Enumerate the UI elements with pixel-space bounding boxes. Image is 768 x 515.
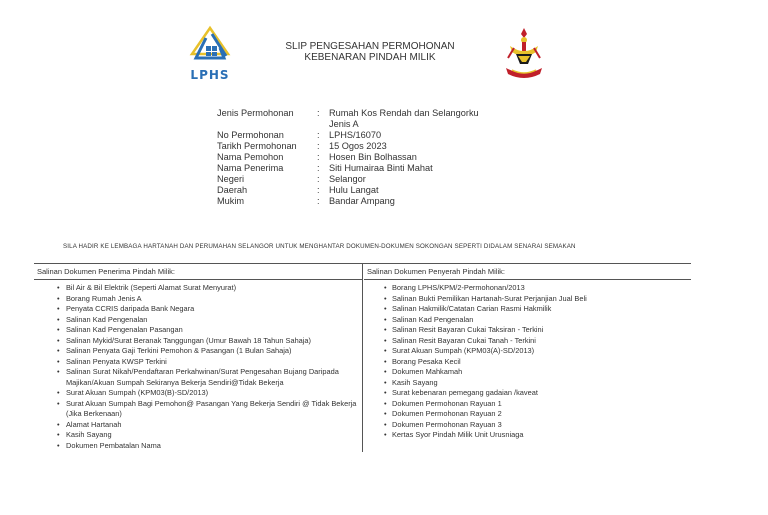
giver-document-list bbox=[364, 280, 691, 441]
bullet-icon: • bbox=[57, 293, 60, 303]
list-item bbox=[364, 336, 691, 347]
list-item-text: Salinan Hakmilik/Catatan Carian Rasmi Hakmilik bbox=[392, 304, 552, 313]
list-item-text: Salinan Resit Bayaran Cukai Taksiran - Terkini bbox=[392, 325, 544, 334]
list-item-text: Salinan Penyata KWSP Terkini bbox=[66, 356, 167, 366]
detail-value: 15 Ogos 2023 bbox=[329, 141, 387, 151]
list-item-text: Salinan Kad Pengenalan Pasangan bbox=[66, 325, 183, 334]
bullet-icon: • bbox=[384, 293, 387, 303]
list-item-text: Penyata CCRIS daripada Bank Negara bbox=[66, 304, 195, 313]
detail-label: Negeri bbox=[217, 174, 245, 184]
list-item bbox=[34, 430, 362, 441]
lphs-house-icon bbox=[186, 24, 234, 70]
list-item bbox=[364, 325, 691, 336]
list-item-text: Kertas Syor Pindah Milik Unit Urusniaga bbox=[392, 430, 524, 439]
detail-label: Daerah bbox=[217, 185, 248, 195]
list-item-text: Surat kebenaran pemegang gadaian /kaveat bbox=[392, 388, 538, 397]
bullet-icon: • bbox=[384, 304, 387, 313]
bullet-icon: • bbox=[57, 419, 60, 429]
list-item bbox=[34, 336, 362, 347]
title-line-2: KEBENARAN PINDAH MILIK bbox=[304, 52, 436, 63]
detail-value: Siti Humairaa Binti Mahat bbox=[329, 163, 433, 173]
list-item-text: Kasih Sayang bbox=[66, 430, 112, 439]
list-item bbox=[34, 388, 362, 399]
detail-separator: : bbox=[317, 108, 320, 118]
bullet-icon: • bbox=[384, 314, 387, 324]
detail-value: Hosen Bin Bolhassan bbox=[329, 152, 417, 162]
list-item-text: Dokumen Permohonan Rayuan 2 bbox=[392, 409, 502, 418]
detail-value: LPHS/16070 bbox=[329, 130, 382, 140]
list-item-text: Surat Akuan Sumpah (KPM03(B)-SD/2013) bbox=[66, 388, 209, 397]
list-item-text: Salinan Resit Bayaran Cukai Tanah - Terkini bbox=[392, 335, 536, 345]
detail-separator: : bbox=[317, 163, 320, 173]
list-item bbox=[364, 378, 691, 389]
list-item bbox=[364, 420, 691, 431]
list-item bbox=[34, 325, 362, 336]
list-item-text: Dokumen Permohonan Rayuan 3 bbox=[392, 419, 502, 429]
receiver-document-list bbox=[34, 280, 362, 451]
bullet-icon: • bbox=[384, 367, 387, 376]
detail-separator: : bbox=[317, 185, 320, 195]
selangor-crest-icon bbox=[500, 26, 548, 82]
bullet-icon: • bbox=[384, 398, 387, 408]
bullet-icon: • bbox=[384, 419, 387, 429]
list-item bbox=[34, 420, 362, 431]
bullet-icon: • bbox=[384, 430, 387, 439]
detail-separator: : bbox=[317, 152, 320, 162]
list-item-text: Salinan Kad Pengenalan bbox=[392, 314, 474, 324]
bullet-icon: • bbox=[57, 440, 60, 450]
list-item-text: Dokumen Permohonan Rayuan 1 bbox=[392, 398, 502, 408]
list-item bbox=[34, 357, 362, 368]
list-item bbox=[34, 441, 362, 452]
bullet-icon: • bbox=[57, 367, 60, 376]
list-item bbox=[34, 294, 362, 305]
bullet-icon: • bbox=[57, 398, 60, 408]
list-item bbox=[34, 367, 362, 388]
detail-row bbox=[217, 196, 499, 207]
list-item bbox=[364, 294, 691, 305]
list-item bbox=[34, 304, 362, 315]
list-item bbox=[34, 315, 362, 326]
detail-label: Tarikh Permohonan bbox=[217, 141, 297, 151]
bullet-icon: • bbox=[57, 325, 60, 334]
list-item-text: Surat Akuan Sumpah (KPM03(A)-SD/2013) bbox=[392, 346, 535, 355]
detail-value: Selangor bbox=[329, 174, 366, 184]
bullet-icon: • bbox=[57, 346, 60, 355]
detail-value: Hulu Langat bbox=[329, 185, 379, 195]
list-item-text: Salinan Mykid/Surat Beranak Tanggungan (Umur Bawah 18 Tahun Sahaja) bbox=[66, 335, 312, 345]
list-item-text: Salinan Surat Nikah/Pendaftaran Perkahwinan/Surat Pengesahan Bujang Daripada Majikan/Akuan Sumpah Sekiranya Bekerja Sendiri@Tidak Bekerja bbox=[66, 367, 339, 387]
detail-separator: : bbox=[317, 130, 320, 140]
bullet-icon: • bbox=[384, 335, 387, 345]
detail-label: Mukim bbox=[217, 196, 245, 206]
bullet-icon: • bbox=[384, 356, 387, 366]
list-item bbox=[364, 409, 691, 420]
bullet-icon: • bbox=[57, 388, 60, 397]
bullet-icon: • bbox=[384, 283, 387, 292]
list-item-text: Surat Akuan Sumpah Bagi Pemohon@ Pasangan Yang Bekerja Sendiri @ Tidak Bekerja (Jika Berkenaan) bbox=[66, 398, 357, 418]
list-item bbox=[364, 315, 691, 326]
receiver-documents-column bbox=[34, 264, 363, 452]
detail-label: Nama Penerima bbox=[217, 163, 284, 173]
list-item bbox=[364, 346, 691, 357]
list-item bbox=[364, 367, 691, 378]
detail-label: Jenis Permohonan bbox=[217, 108, 294, 118]
list-item bbox=[364, 283, 691, 294]
lphs-logo bbox=[186, 24, 234, 82]
detail-row bbox=[217, 163, 499, 174]
column-header: Salinan Dokumen Penyerah Pindah Milik: bbox=[364, 264, 691, 280]
list-item-text: Borang LPHS/KPM/2-Permohonan/2013 bbox=[392, 283, 525, 292]
list-item bbox=[34, 399, 362, 420]
detail-label: No Permohonan bbox=[217, 130, 284, 140]
list-item bbox=[364, 304, 691, 315]
detail-row bbox=[217, 152, 499, 163]
bullet-icon: • bbox=[57, 356, 60, 366]
list-item-text: Salinan Kad Pengenalan bbox=[66, 314, 148, 324]
detail-row bbox=[217, 185, 499, 196]
bullet-icon: • bbox=[57, 335, 60, 345]
list-item-text: Alamat Hartanah bbox=[66, 419, 122, 429]
application-details bbox=[217, 108, 499, 207]
detail-value: Bandar Ampang bbox=[329, 196, 395, 206]
list-item-text: Salinan Penyata Gaji Terkini Pemohon & Pasangan (1 Bulan Sahaja) bbox=[66, 346, 292, 355]
detail-row bbox=[217, 174, 499, 185]
detail-separator: : bbox=[317, 196, 320, 206]
list-item-text: Kasih Sayang bbox=[392, 377, 438, 387]
detail-row bbox=[217, 141, 499, 152]
list-item bbox=[364, 357, 691, 368]
list-item bbox=[364, 399, 691, 410]
bullet-icon: • bbox=[57, 314, 60, 324]
bullet-icon: • bbox=[57, 430, 60, 439]
detail-value: Rumah Kos Rendah dan Selangorku Jenis A bbox=[329, 108, 479, 129]
detail-separator: : bbox=[317, 174, 320, 184]
document-checklist bbox=[34, 263, 691, 451]
bullet-icon: • bbox=[57, 304, 60, 313]
list-item bbox=[34, 346, 362, 357]
list-item-text: Bil Air & Bil Elektrik (Seperti Alamat Surat Menyurat) bbox=[66, 283, 237, 292]
list-item-text: Dokumen Pembatalan Nama bbox=[66, 440, 161, 450]
bullet-icon: • bbox=[384, 388, 387, 397]
list-item-text: Borang Rumah Jenis A bbox=[66, 293, 142, 303]
list-item-text: Dokumen Mahkamah bbox=[392, 367, 463, 376]
column-header: Salinan Dokumen Penerima Pindah Milik: bbox=[34, 264, 362, 280]
notice-text: SILA HADIR KE LEMBAGA HARTANAH DAN PERUMAHAN SELANGOR UNTUK MENGHANTAR DOKUMEN-DOKUMEN SOKONGAN SEPERTI DIDALAM SENARAI SEMAKAN bbox=[63, 243, 576, 250]
list-item-text: Borang Pesaka Kecil bbox=[392, 356, 461, 366]
title-line-1: SLIP PENGESAHAN PERMOHONAN bbox=[285, 41, 455, 52]
giver-documents-column bbox=[364, 264, 691, 452]
document-title bbox=[270, 41, 470, 63]
bullet-icon: • bbox=[57, 283, 60, 292]
list-item-text: Salinan Bukti Pemilikan Hartanah-Surat Perjanjian Jual Beli bbox=[392, 293, 587, 303]
bullet-icon: • bbox=[384, 346, 387, 355]
list-item bbox=[364, 388, 691, 399]
bullet-icon: • bbox=[384, 377, 387, 387]
detail-row bbox=[217, 130, 499, 141]
detail-label: Nama Pemohon bbox=[217, 152, 284, 162]
detail-separator: : bbox=[317, 141, 320, 151]
list-item bbox=[34, 283, 362, 294]
logo-text: LPHS bbox=[190, 68, 230, 82]
detail-row bbox=[217, 108, 499, 130]
list-item bbox=[364, 430, 691, 441]
bullet-icon: • bbox=[384, 409, 387, 418]
bullet-icon: • bbox=[384, 325, 387, 334]
